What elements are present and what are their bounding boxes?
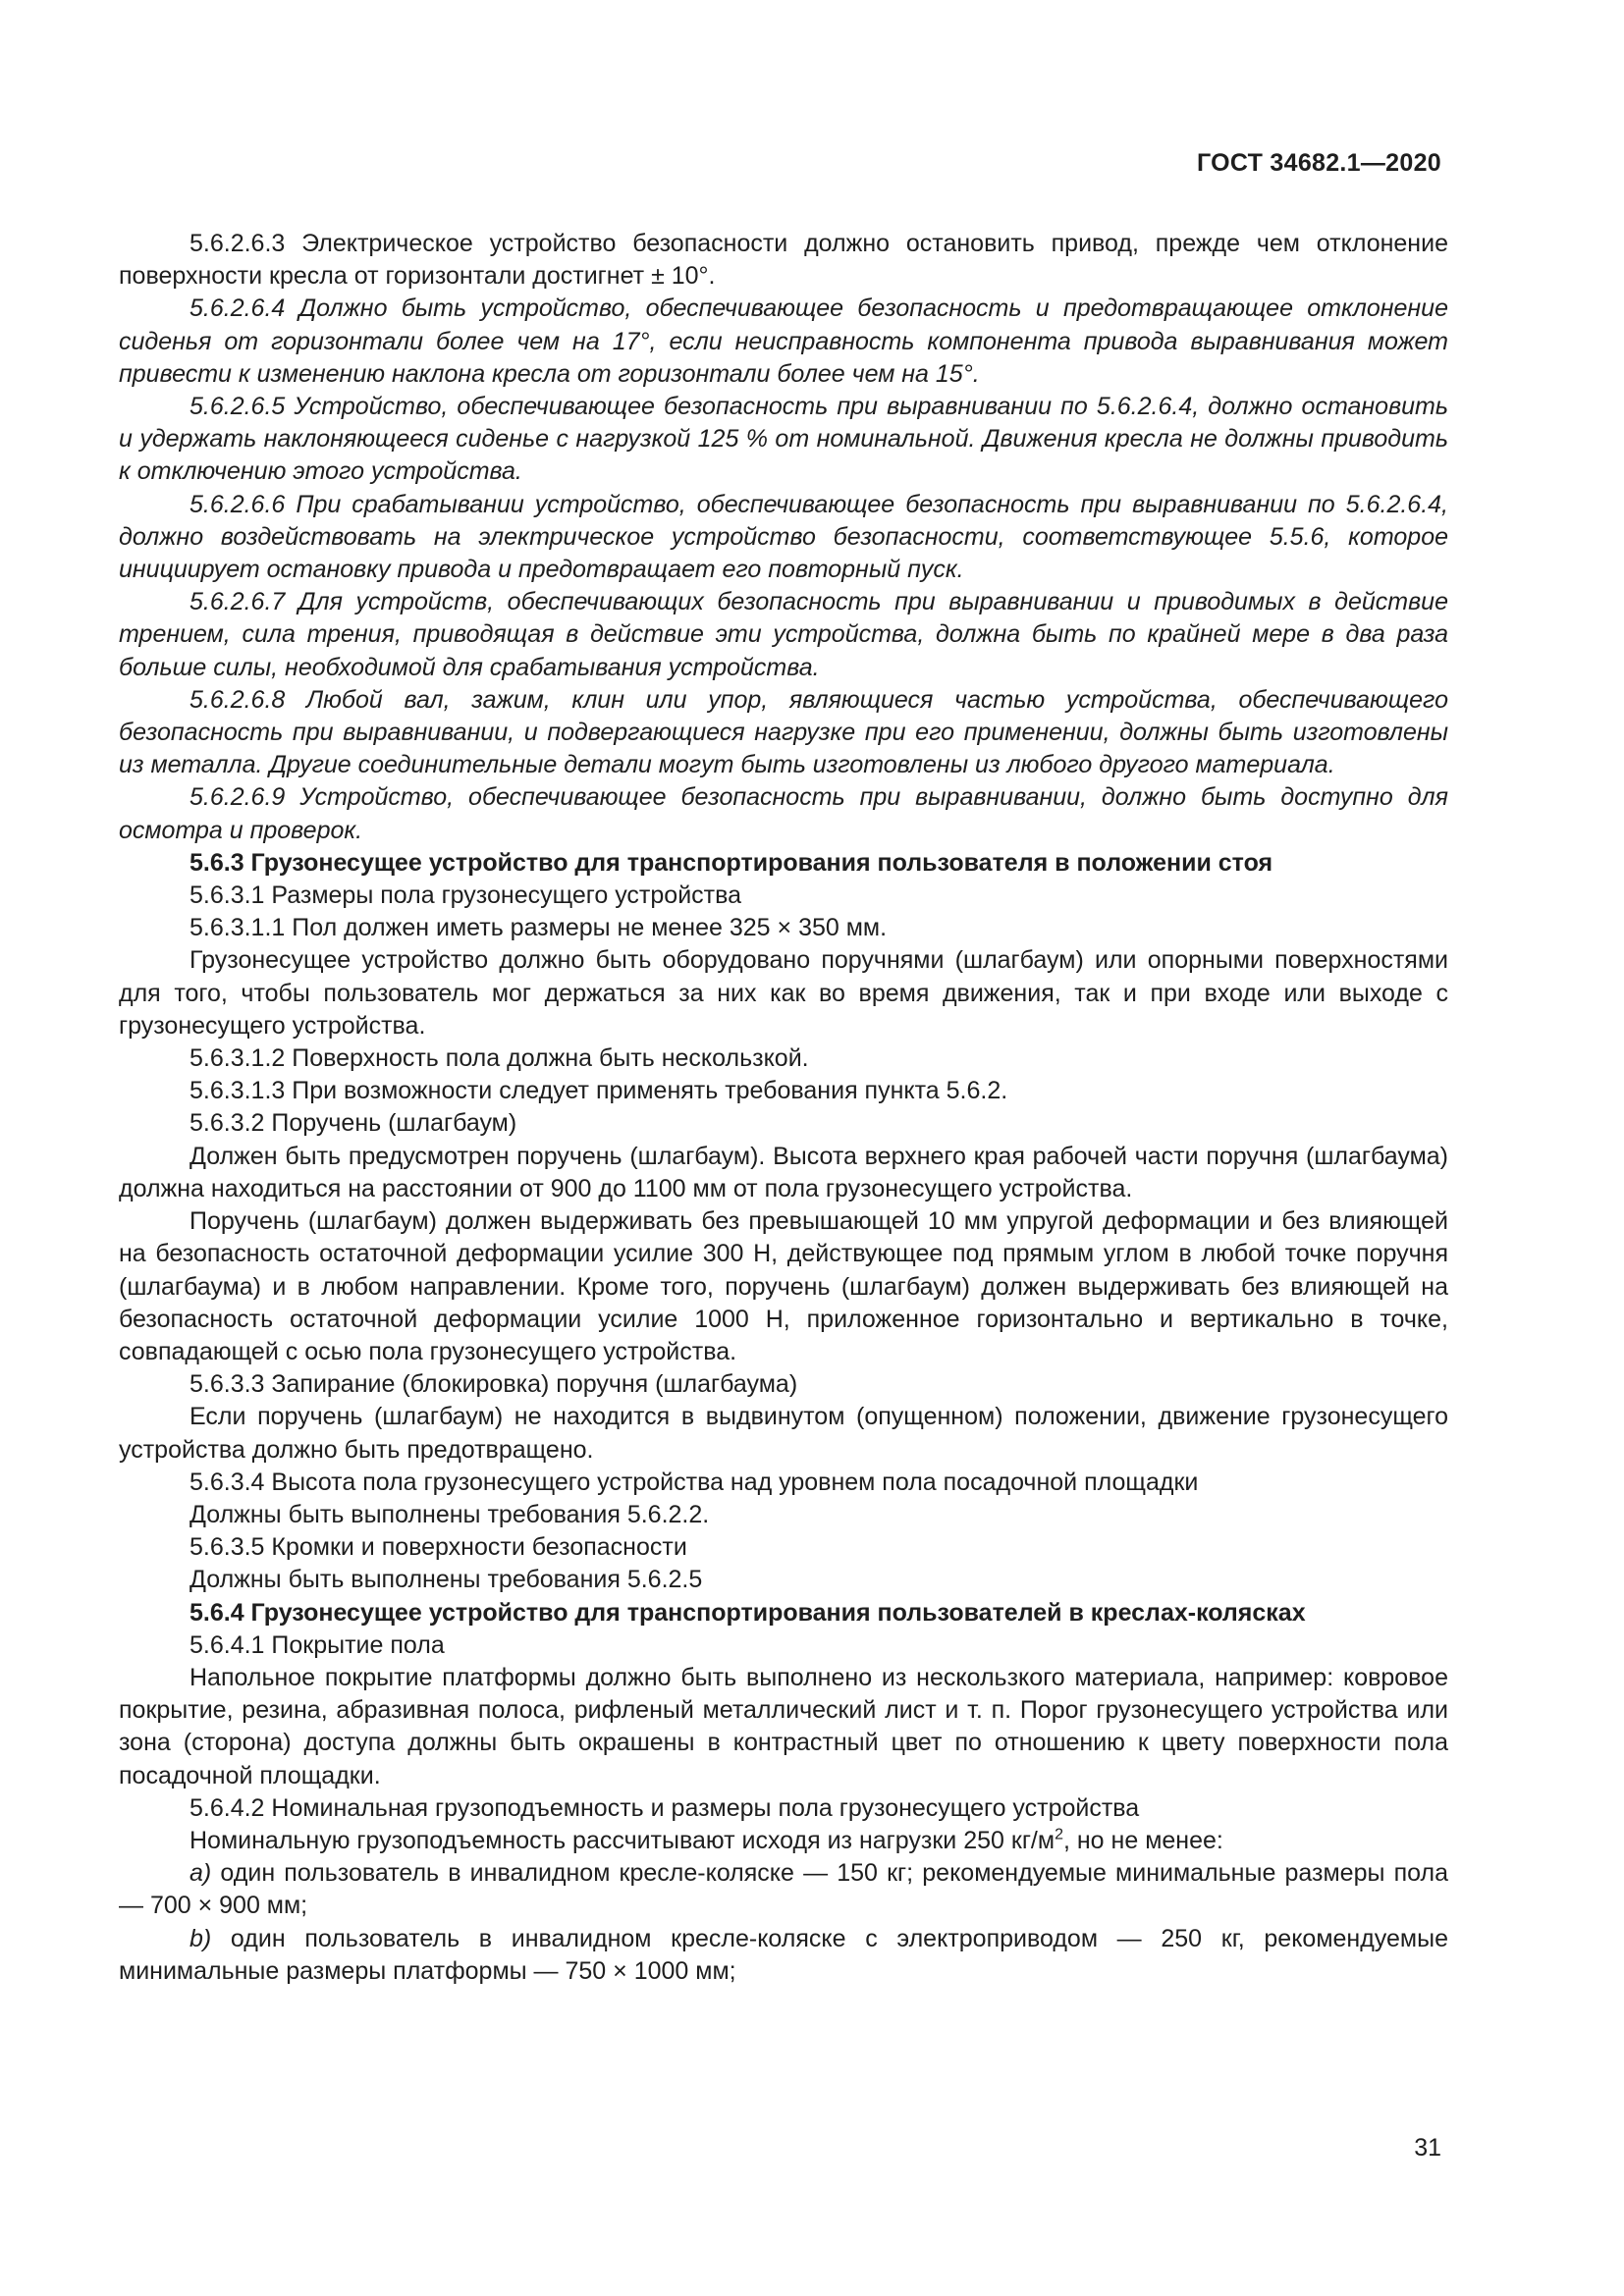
paragraph-handrail-height: Должен быть предусмотрен поручень (шлагбаум). Высота верхнего края рабочей части поручня (шлагбаума) должна находиться на расстоянии от 900 до 1100 мм от пола грузонесущего устройства. [119, 1142, 1448, 1202]
list-item-a [119, 1857, 1448, 1922]
paragraph-5-6-4-2: 5.6.4.2 Номинальная грузоподъемность и размеры пола грузонесущего устройства [189, 1793, 1140, 1822]
paragraph-5-6-2-6-3: 5.6.2.6.3 Электрическое устройство безопасности должно остановить привод, прежде чем отклонение поверхности кресла от горизонтали достигнет ± 10°. [119, 230, 1448, 291]
paragraph-rated-load [119, 1825, 1448, 1857]
paragraph-5-6-2-6-9: 5.6.2.6.9 Устройство, обеспечивающее безопасность при выравнивании, должно быть доступно для осмотра и проверок. [119, 783, 1448, 844]
paragraph-5-6-3-4: 5.6.3.4 Высота пола грузонесущего устройства над уровнем пола посадочной площадки [189, 1468, 1199, 1496]
document-header: ГОСТ 34682.1—2020 [1196, 149, 1441, 177]
list-marker-a: a) [189, 1859, 212, 1888]
paragraph-handrail-lock: Если поручень (шлагбаум) не находится в выдвинутом (опущенном) положении, движение грузонесущего устройства должно быть предотвращено. [119, 1403, 1448, 1464]
list-item-b [119, 1923, 1448, 1988]
paragraph-5-6-2-6-4: 5.6.2.6.4 Должно быть устройство, обеспечивающее безопасность и предотвращающее отклонение сиденья от горизонтали более чем на 17°, если неисправность компонента привода выравнивания может привести к изменению наклона кресла от горизонтали более чем на 15°. [119, 294, 1448, 388]
paragraph-5-6-2-6-7: 5.6.2.6.7 Для устройств, обеспечивающих безопасность при выравнивании и приводимых в действие трением, сила трения, приводящая в действие эти устройства, должна быть по крайней мере в два раза больше силы, необходимой для срабатывания устройства. [119, 588, 1448, 681]
paragraph-5-6-3-1: 5.6.3.1 Размеры пола грузонесущего устройства [189, 881, 742, 910]
rated-load-tail: , но не менее: [1062, 1826, 1223, 1854]
paragraph-handrail-load: Поручень (шлагбаум) должен выдерживать без превышающей 10 мм упругой деформации и без влияющей на безопасность остаточной деформации усилие 300 Н, действующее под прямым углом в любой точке поручня (шлагбаума) и в любом направлении. Кроме того, поручень (шлагбаум) должен выдерживать без влияющей на безопасность остаточной деформации усилие 1000 Н, приложенное горизонтально и вертикально в точке, совпадающей с осью пола грузонесущего устройства. [119, 1207, 1448, 1365]
paragraph-requirements-5-6-2-2: Должны быть выполнены требования 5.6.2.2. [189, 1500, 710, 1528]
list-item-b-text: один пользователь в инвалидном кресле-коляске с электроприводом — 250 кг, рекомендуемые минимальные размеры платформы — 750 × 1000 мм; [119, 1924, 1448, 1985]
section-heading-5-6-4: 5.6.4 Грузонесущее устройство для транспортирования пользователей в креслах-колясках [189, 1598, 1306, 1627]
paragraph-5-6-2-6-5: 5.6.2.6.5 Устройство, обеспечивающее безопасность при выравнивании по 5.6.2.6.4, должно остановить и удержать наклоняющееся сиденье с нагрузкой 125 % от номинальной. Движения кресла не должны приводить к отключению этого устройства. [119, 393, 1448, 486]
paragraph-5-6-2-6-8: 5.6.2.6.8 Любой вал, зажим, клин или упор, являющиеся частью устройства, обеспечивающего безопасность при выравнивании, и подвергающиеся нагрузке при его применении, должны быть изготовлены из металла. Другие соединительные детали могут быть изготовлены из любого другого материала. [119, 685, 1448, 779]
paragraph-5-6-3-1-3: 5.6.3.1.3 При возможности следует применять требования пункта 5.6.2. [189, 1077, 1008, 1105]
page-number: 31 [1414, 2134, 1441, 2162]
paragraph-5-6-3-1-2: 5.6.3.1.2 Поверхность пола должна быть нескользкой. [189, 1044, 809, 1073]
section-heading-5-6-3: 5.6.3 Грузонесущее устройство для транспортирования пользователя в положении стоя [189, 848, 1273, 877]
document-body [119, 228, 1448, 1988]
paragraph-5-6-3-2: 5.6.3.2 Поручень (шлагбаум) [189, 1109, 517, 1138]
paragraph-floor-covering: Напольное покрытие платформы должно быть выполнено из нескользкого материала, например: ковровое покрытие, резина, абразивная полоса, рифленый металлический лист и т. п. Порог грузонесущего устройства или зона (сторона) доступа должны быть окрашены в контрастный цвет по отношению к цвету поверхности пола посадочной площадки. [119, 1663, 1448, 1789]
paragraph-5-6-3-5: 5.6.3.5 Кромки и поверхности безопасности [189, 1533, 687, 1562]
paragraph-5-6-4-1: 5.6.4.1 Покрытие пола [189, 1630, 445, 1659]
rated-load-exponent: 2 [1055, 1826, 1063, 1843]
paragraph-5-6-2-6-6: 5.6.2.6.6 При срабатывании устройство, обеспечивающее безопасность при выравнивании по 5.6.2.6.4, должно воздействовать на электрическое устройство безопасности, соответствующее 5.5.6, которое инициирует остановку привода и предотвращает его повторный пуск. [119, 490, 1448, 584]
paragraph-5-6-3-1-1: 5.6.3.1.1 Пол должен иметь размеры не менее 325 × 350 мм. [189, 914, 888, 942]
paragraph-5-6-3-3: 5.6.3.3 Запирание (блокировка) поручня (шлагбаума) [189, 1370, 798, 1399]
list-marker-b: b) [189, 1924, 212, 1952]
rated-load-text: Номинальную грузоподъемность рассчитывают исходя из нагрузки 250 кг/м [189, 1826, 1056, 1854]
paragraph-handrails: Грузонесущее устройство должно быть оборудовано поручнями (шлагбаум) или опорными поверхностями для того, чтобы пользователь мог держаться за них как во время движения, так и при входе или выходе с грузонесущего устройства. [119, 946, 1448, 1040]
paragraph-requirements-5-6-2-5: Должны быть выполнены требования 5.6.2.5 [189, 1566, 703, 1594]
list-item-a-text: один пользователь в инвалидном кресле-коляске — 150 кг; рекомендуемые минимальные размеры пола — 700 × 900 мм; [119, 1859, 1449, 1920]
